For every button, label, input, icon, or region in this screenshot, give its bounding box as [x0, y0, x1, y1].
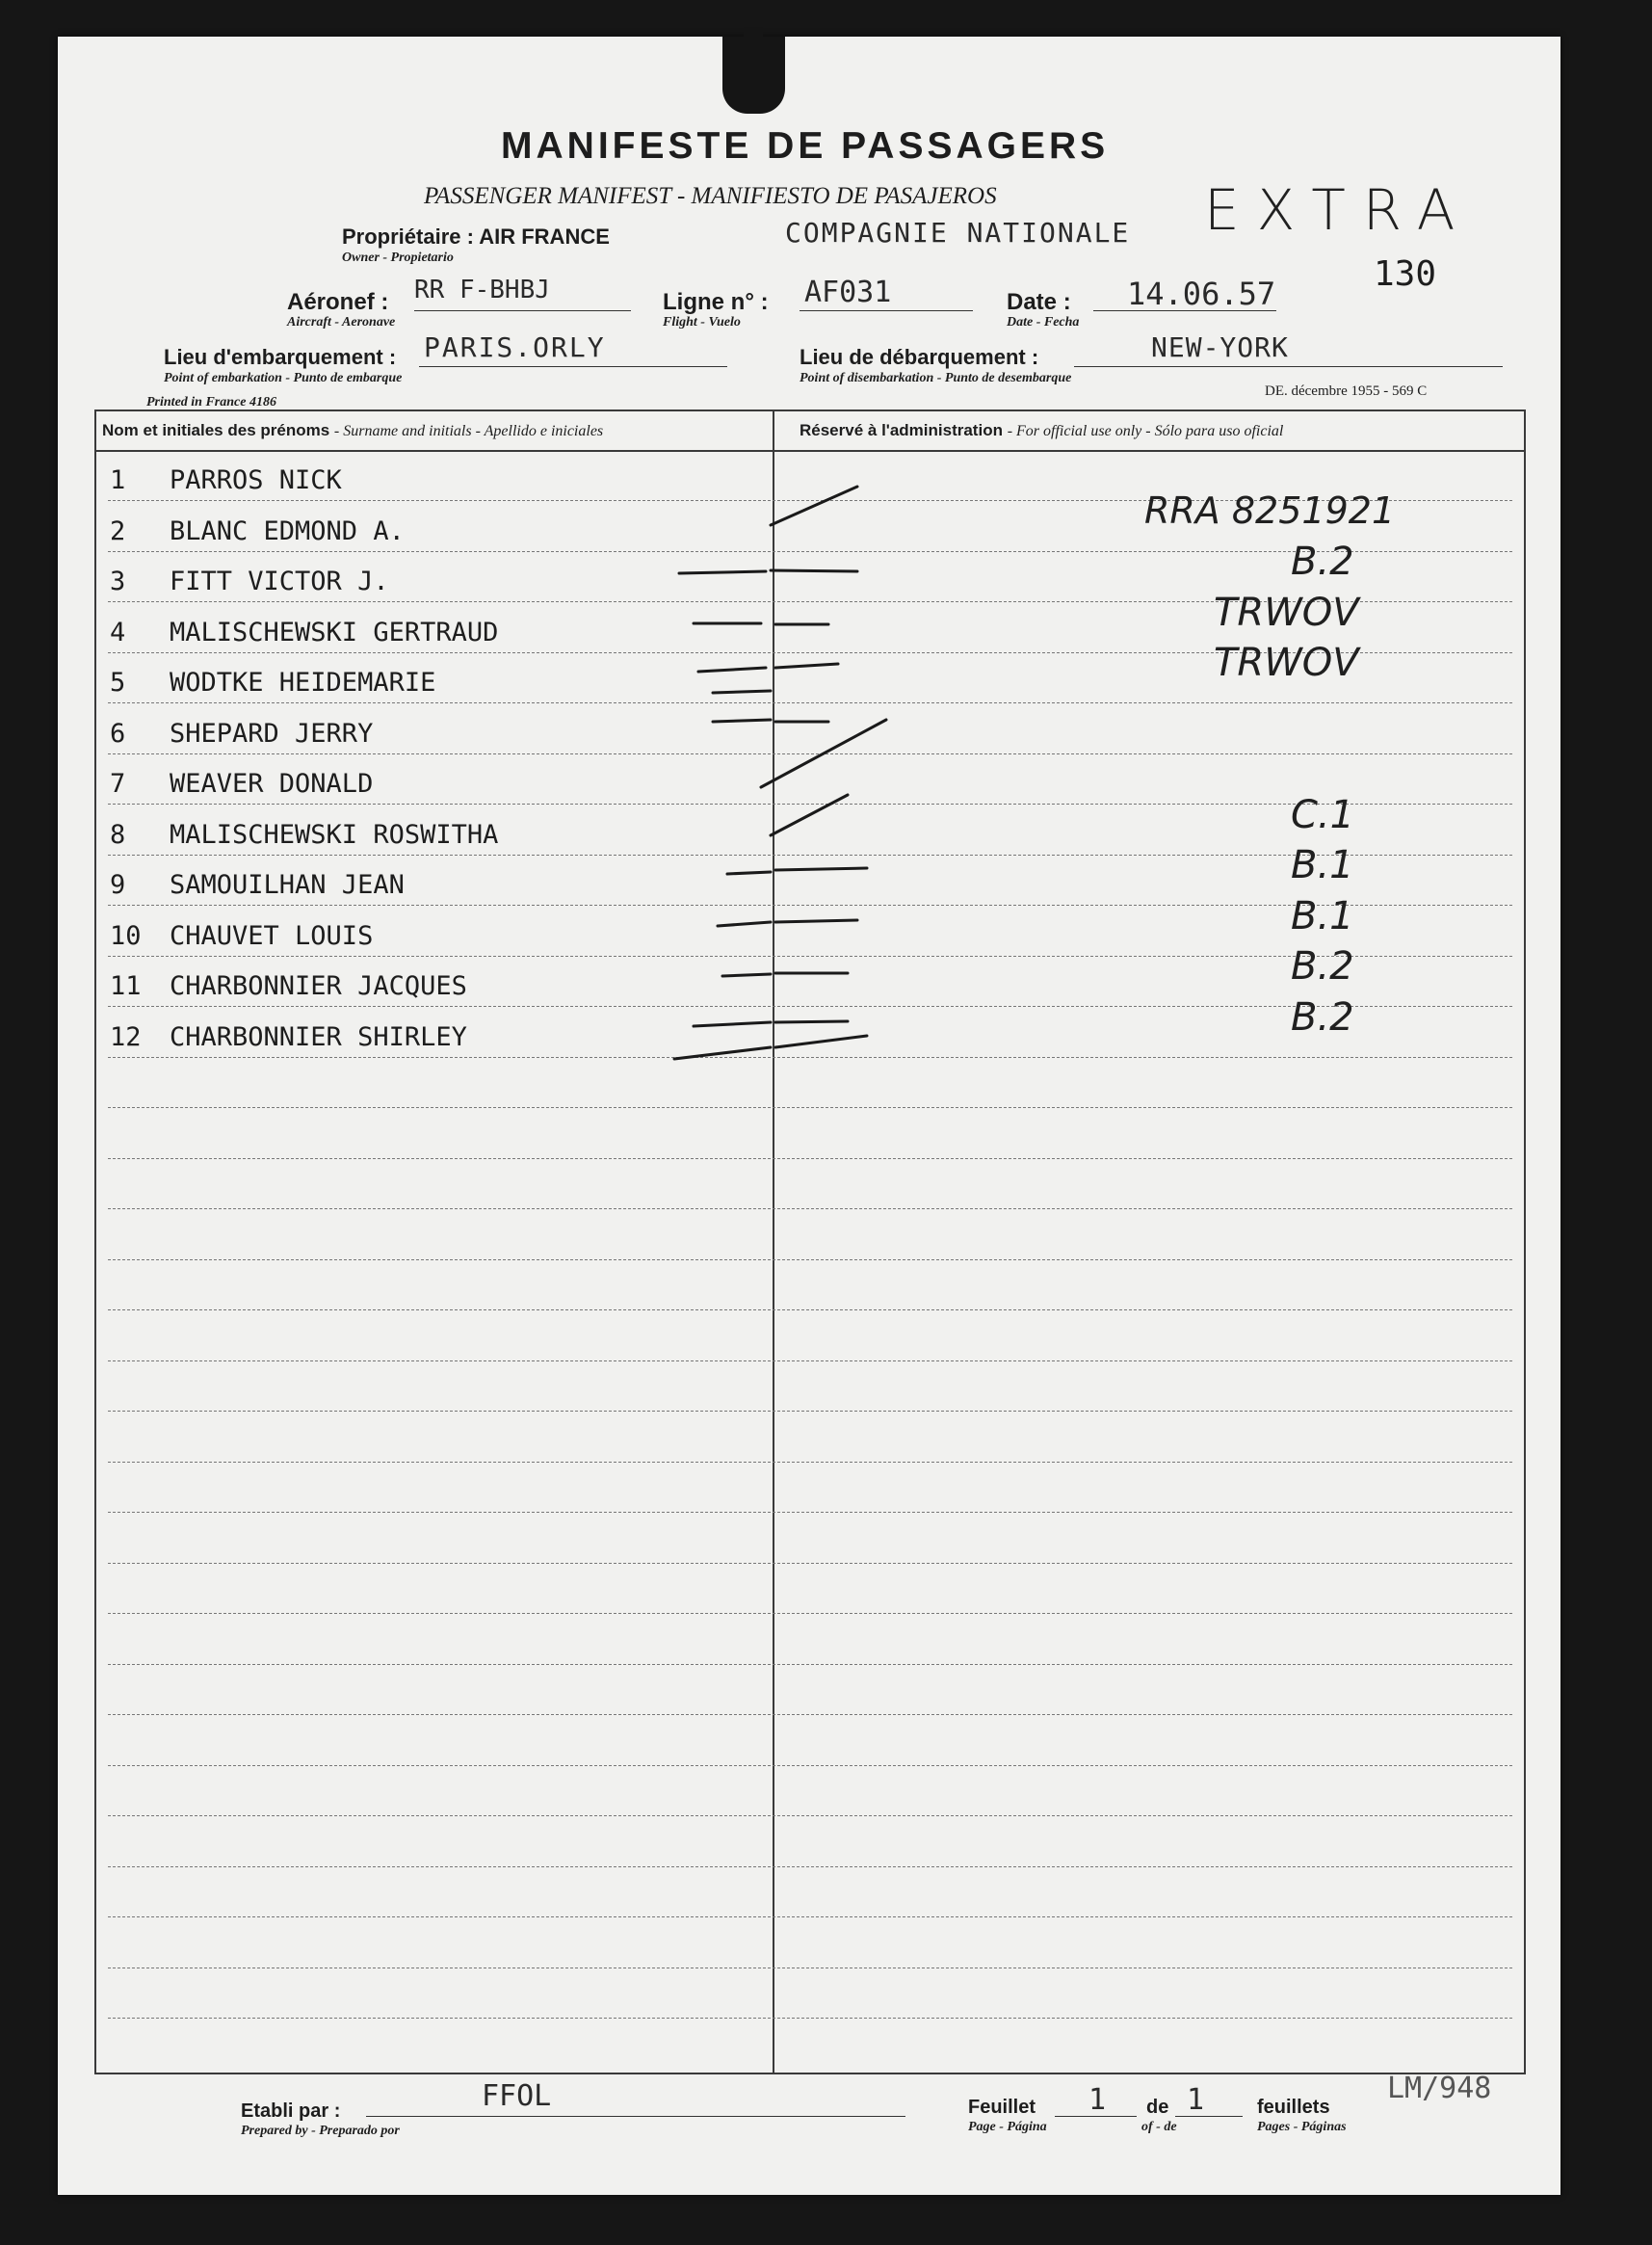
pages-label: feuillets — [1257, 2097, 1330, 2118]
manifest-sheet — [58, 37, 1560, 2195]
disembark-value: NEW-YORK — [1151, 331, 1289, 363]
passenger-row — [96, 656, 771, 706]
date-sub: Date - Fecha — [1007, 315, 1080, 330]
sheet-underline — [1055, 2116, 1137, 2117]
col2-fr: Réservé à l'administration — [800, 421, 1003, 439]
passenger-name: WEAVER DONALD — [170, 769, 374, 799]
disembark-label: Lieu de débarquement : — [800, 345, 1039, 369]
passenger-name: FITT VICTOR J. — [170, 567, 389, 596]
ruled-line — [108, 2018, 1512, 2020]
ruled-line — [108, 1259, 1512, 1261]
passenger-number: 2 — [110, 515, 126, 546]
column-header-names — [102, 421, 603, 440]
flight-sub: Flight - Vuelo — [663, 315, 741, 330]
aircraft-underline — [414, 310, 631, 311]
prepared-underline — [366, 2116, 905, 2117]
passenger-row — [96, 606, 771, 656]
embark-value: PARIS.ORLY — [424, 331, 606, 363]
passenger-name: BLANC EDMOND A. — [170, 515, 405, 546]
disembark-sub: Point of disembarkation - Punto de desembarque — [800, 371, 1072, 385]
passenger-name: MALISCHEWSKI GERTRAUD — [170, 617, 499, 647]
official-note: C.1 — [1291, 792, 1355, 837]
ruled-line — [108, 1815, 1512, 1817]
of-sub: of - de — [1141, 2120, 1177, 2134]
passenger-row — [96, 808, 771, 858]
prepared-label: Etabli par : — [241, 2100, 341, 2122]
passenger-name: PARROS NICK — [170, 465, 342, 495]
aircraft-value: RR F-BHBJ — [414, 276, 550, 304]
passenger-name: CHAUVET LOUIS — [170, 920, 374, 951]
official-note: B.2 — [1291, 540, 1354, 584]
official-note: B.1 — [1291, 843, 1354, 887]
sheet-value: 1 — [1088, 2083, 1107, 2117]
ruled-line — [108, 1462, 1512, 1464]
owner-value: COMPAGNIE NATIONALE — [785, 217, 1131, 249]
passenger-number: 4 — [110, 617, 126, 647]
ruled-line — [108, 1664, 1512, 1666]
flight-label: Ligne n° : — [663, 289, 769, 315]
passenger-number: 9 — [110, 870, 126, 900]
passenger-name: MALISCHEWSKI ROSWITHA — [170, 819, 499, 850]
passenger-name: SHEPARD JERRY — [170, 718, 374, 749]
ruled-line — [108, 1714, 1512, 1716]
passenger-table — [94, 409, 1526, 2074]
manifest-subtitle: PASSENGER MANIFEST - MANIFIESTO DE PASAJEROS — [424, 183, 997, 209]
ruled-line — [108, 1968, 1512, 1969]
column-divider — [773, 411, 774, 2073]
passenger-number: 5 — [110, 668, 126, 698]
passenger-row — [96, 960, 771, 1010]
ruled-line — [108, 1411, 1512, 1413]
ruled-line — [108, 1916, 1512, 1918]
official-note: B.2 — [1291, 994, 1354, 1040]
extra-handwritten: EXTRA — [1204, 177, 1473, 243]
sheet-sub: Page - Página — [968, 2120, 1047, 2134]
owner-sub: Owner - Propietario — [342, 251, 454, 265]
ruled-line — [108, 1512, 1512, 1514]
passenger-number: 3 — [110, 567, 126, 596]
passenger-number: 12 — [110, 1021, 142, 1052]
embark-sub: Point of embarkation - Punto de embarque — [164, 371, 403, 385]
ruled-line — [108, 1563, 1512, 1565]
passenger-number: 8 — [110, 819, 126, 850]
passenger-number: 7 — [110, 769, 126, 799]
official-note: TRWOV — [1214, 641, 1359, 685]
passenger-name: WODTKE HEIDEMARIE — [170, 668, 436, 698]
official-note: TRWOV — [1214, 590, 1359, 635]
passenger-number: 6 — [110, 718, 126, 749]
reference-number: LM/948 — [1387, 2072, 1492, 2105]
printed-in: Printed in France 4186 — [146, 395, 276, 409]
passenger-name: CHARBONNIER SHIRLEY — [170, 1021, 467, 1052]
date-label: Date : — [1007, 289, 1071, 315]
embark-underline — [419, 366, 727, 367]
ruled-line — [108, 1866, 1512, 1868]
official-note: B.2 — [1291, 944, 1354, 989]
passenger-row — [96, 858, 771, 909]
passenger-row — [96, 707, 771, 757]
of-label: de — [1146, 2097, 1169, 2118]
aircraft-sub: Aircraft - Aeronave — [287, 315, 396, 330]
passenger-row — [96, 757, 771, 807]
passenger-name: CHARBONNIER JACQUES — [170, 971, 467, 1001]
passenger-row — [96, 910, 771, 960]
column-header-official — [800, 421, 1283, 440]
pages-sub: Pages - Páginas — [1257, 2120, 1347, 2134]
table-header — [96, 411, 1524, 452]
ruled-line — [108, 1360, 1512, 1362]
official-note: B.1 — [1291, 893, 1354, 938]
aircraft-label: Aéronef : — [287, 289, 389, 315]
disembark-underline — [1074, 366, 1503, 367]
ruled-line — [108, 1765, 1512, 1767]
prepared-value: FFOL — [482, 2079, 552, 2113]
passenger-row — [96, 555, 771, 605]
date-value: 14.06.57 — [1127, 276, 1276, 312]
ruled-line — [108, 1613, 1512, 1615]
passenger-row — [96, 454, 771, 504]
tally-mark — [771, 487, 857, 525]
col1-fr: Nom et initiales des prénoms — [102, 421, 330, 439]
punch-hole — [722, 37, 785, 114]
passenger-row — [96, 505, 771, 555]
prepared-sub: Prepared by - Preparado por — [241, 2124, 400, 2138]
sheet-label: Feuillet — [968, 2097, 1036, 2118]
embark-label: Lieu d'embarquement : — [164, 345, 397, 369]
passenger-name: SAMOUILHAN JEAN — [170, 870, 405, 900]
passenger-row — [96, 1011, 771, 1061]
ruled-line — [108, 1208, 1512, 1210]
col1-en: - Surname and initials - Apellido e iniciales — [333, 423, 604, 439]
of-value: 1 — [1187, 2083, 1205, 2117]
col2-en: - For official use only - Sólo para uso oficial — [1007, 423, 1284, 439]
owner-label: Propriétaire : AIR FRANCE — [342, 224, 610, 249]
flight-underline — [800, 310, 973, 311]
flight-value: AF031 — [804, 276, 892, 309]
official-note: RRA 8251921 — [1144, 489, 1396, 532]
ruled-line — [108, 1158, 1512, 1160]
ruled-line — [108, 1309, 1512, 1311]
ruled-line — [108, 1107, 1512, 1109]
tally-mark — [771, 795, 848, 835]
passenger-number: 1 — [110, 465, 126, 495]
form-code: DE. décembre 1955 - 569 C — [1265, 383, 1428, 399]
date-underline — [1093, 310, 1276, 311]
of-underline — [1175, 2116, 1243, 2117]
passenger-number: 10 — [110, 920, 142, 951]
page-number: 130 — [1374, 254, 1437, 294]
passenger-number: 11 — [110, 971, 142, 1001]
manifest-title: MANIFESTE DE PASSAGERS — [501, 125, 1110, 167]
